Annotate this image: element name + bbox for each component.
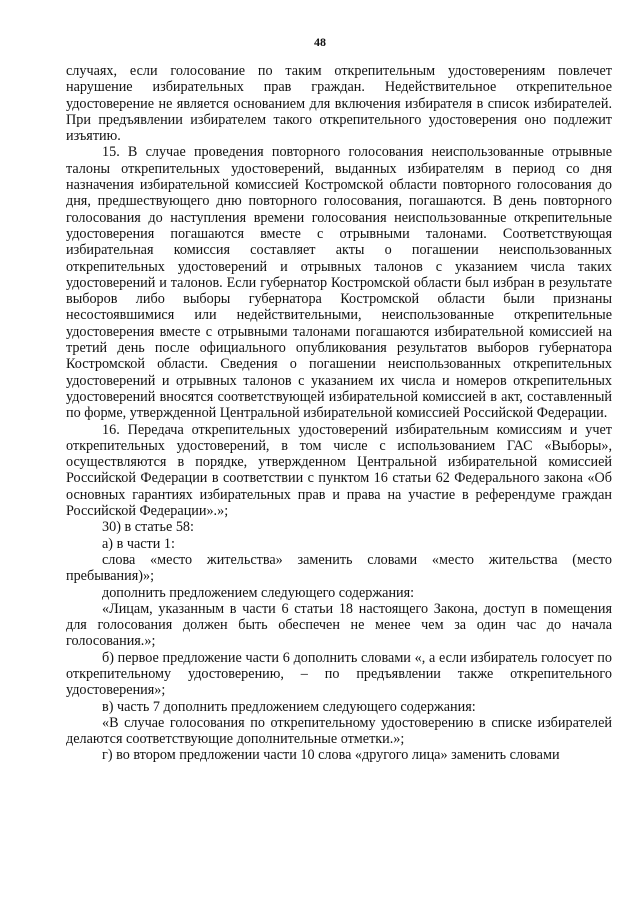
page-number: 48 (314, 35, 326, 49)
paragraph-subitem-a: а) в части 1: (102, 535, 175, 552)
paragraph-subitem-b: б) первое предложение части 6 дополнить словами «, а если избиратель голосует по открепительному удостоверению, – по предъявлении также открепительного удостоверения»; (66, 649, 612, 699)
paragraph-replace-words: слова «место жительства» заменить словами «место жительства (место пребывания)»; (66, 551, 612, 585)
paragraph-item-30: 30) в статье 58: (102, 519, 194, 536)
paragraph-continuation: случаях, если голосование по таким открепительным удостоверениям повлечет нарушение избирательных прав граждан. Недействительное открепительное удостоверение не является основанием для включения избирателя в список избирателей. При предъявлении избирателем такого открепительного удостоверения оно подлежит изъятию. (66, 63, 612, 145)
paragraph-quoted-marks: «В случае голосования по открепительному удостоверению в списке избирателей делаются соответствующие дополнительные отметки.»; (66, 714, 612, 748)
paragraph-quoted-sentence: «Лицам, указанным в части 6 статьи 18 настоящего Закона, доступ в помещения для голосования должен быть обеспечен не менее чем за один час до начала голосования.»; (66, 600, 612, 650)
paragraph-subitem-g: г) во втором предложении части 10 слова «другого лица» заменить словами (102, 747, 560, 764)
paragraph-subitem-v: в) часть 7 дополнить предложением следующего содержания: (102, 698, 476, 715)
paragraph-add-sentence: дополнить предложением следующего содержания: (102, 584, 415, 601)
paragraph-item-15: 15. В случае проведения повторного голосования неиспользованные отрывные талоны открепительных удостоверений, выданных избирателям в период со дня назначения избирательной комиссией Костромской области повторного голосования до дня, предшествующего дню повторного голосования, погашаются. В день повторного голосования до наступления времени голосования неиспользованные открепительные удостоверения погашаются вместе с отрывными талонами. Соответствующая избирательная комиссия составляет акты о погашении неиспользованных открепительных удостоверений и отрывных талонов с указанием числа таких удостоверений и талонов. Если губернатор Костромской области был избран в результате выборов либо выборы губернатора Костромской области были признаны несостоявшимися или недействительными, неиспользованные открепительные удостоверения вместе с отрывными талонами погашаются избирательной комиссией на третий день после официального опубликования результатов выборов губернатора Костромской области. Сведения о погашении неиспользованных открепительных удостоверений и отрывных талонов с указанием их числа и номеров открепительных удостоверений вносятся соответствующей избирательной комиссией в акт, составленный по форме, утвержденной Центральной избирательной комиссией Российской Федерации. (66, 144, 612, 422)
paragraph-item-16: 16. Передача открепительных удостоверений избирательным комиссиям и учет открепительных удостоверений, в том числе с использованием ГАС «Выборы», осуществляются в порядке, утвержденном Центральной избирательной комиссией Российской Федерации в соответствии с пунктом 16 статьи 62 Федерального закона «Об основных гарантиях избирательных прав и права на участие в референдуме граждан Российской Федерации».»; (66, 421, 612, 520)
document-body (66, 63, 612, 764)
